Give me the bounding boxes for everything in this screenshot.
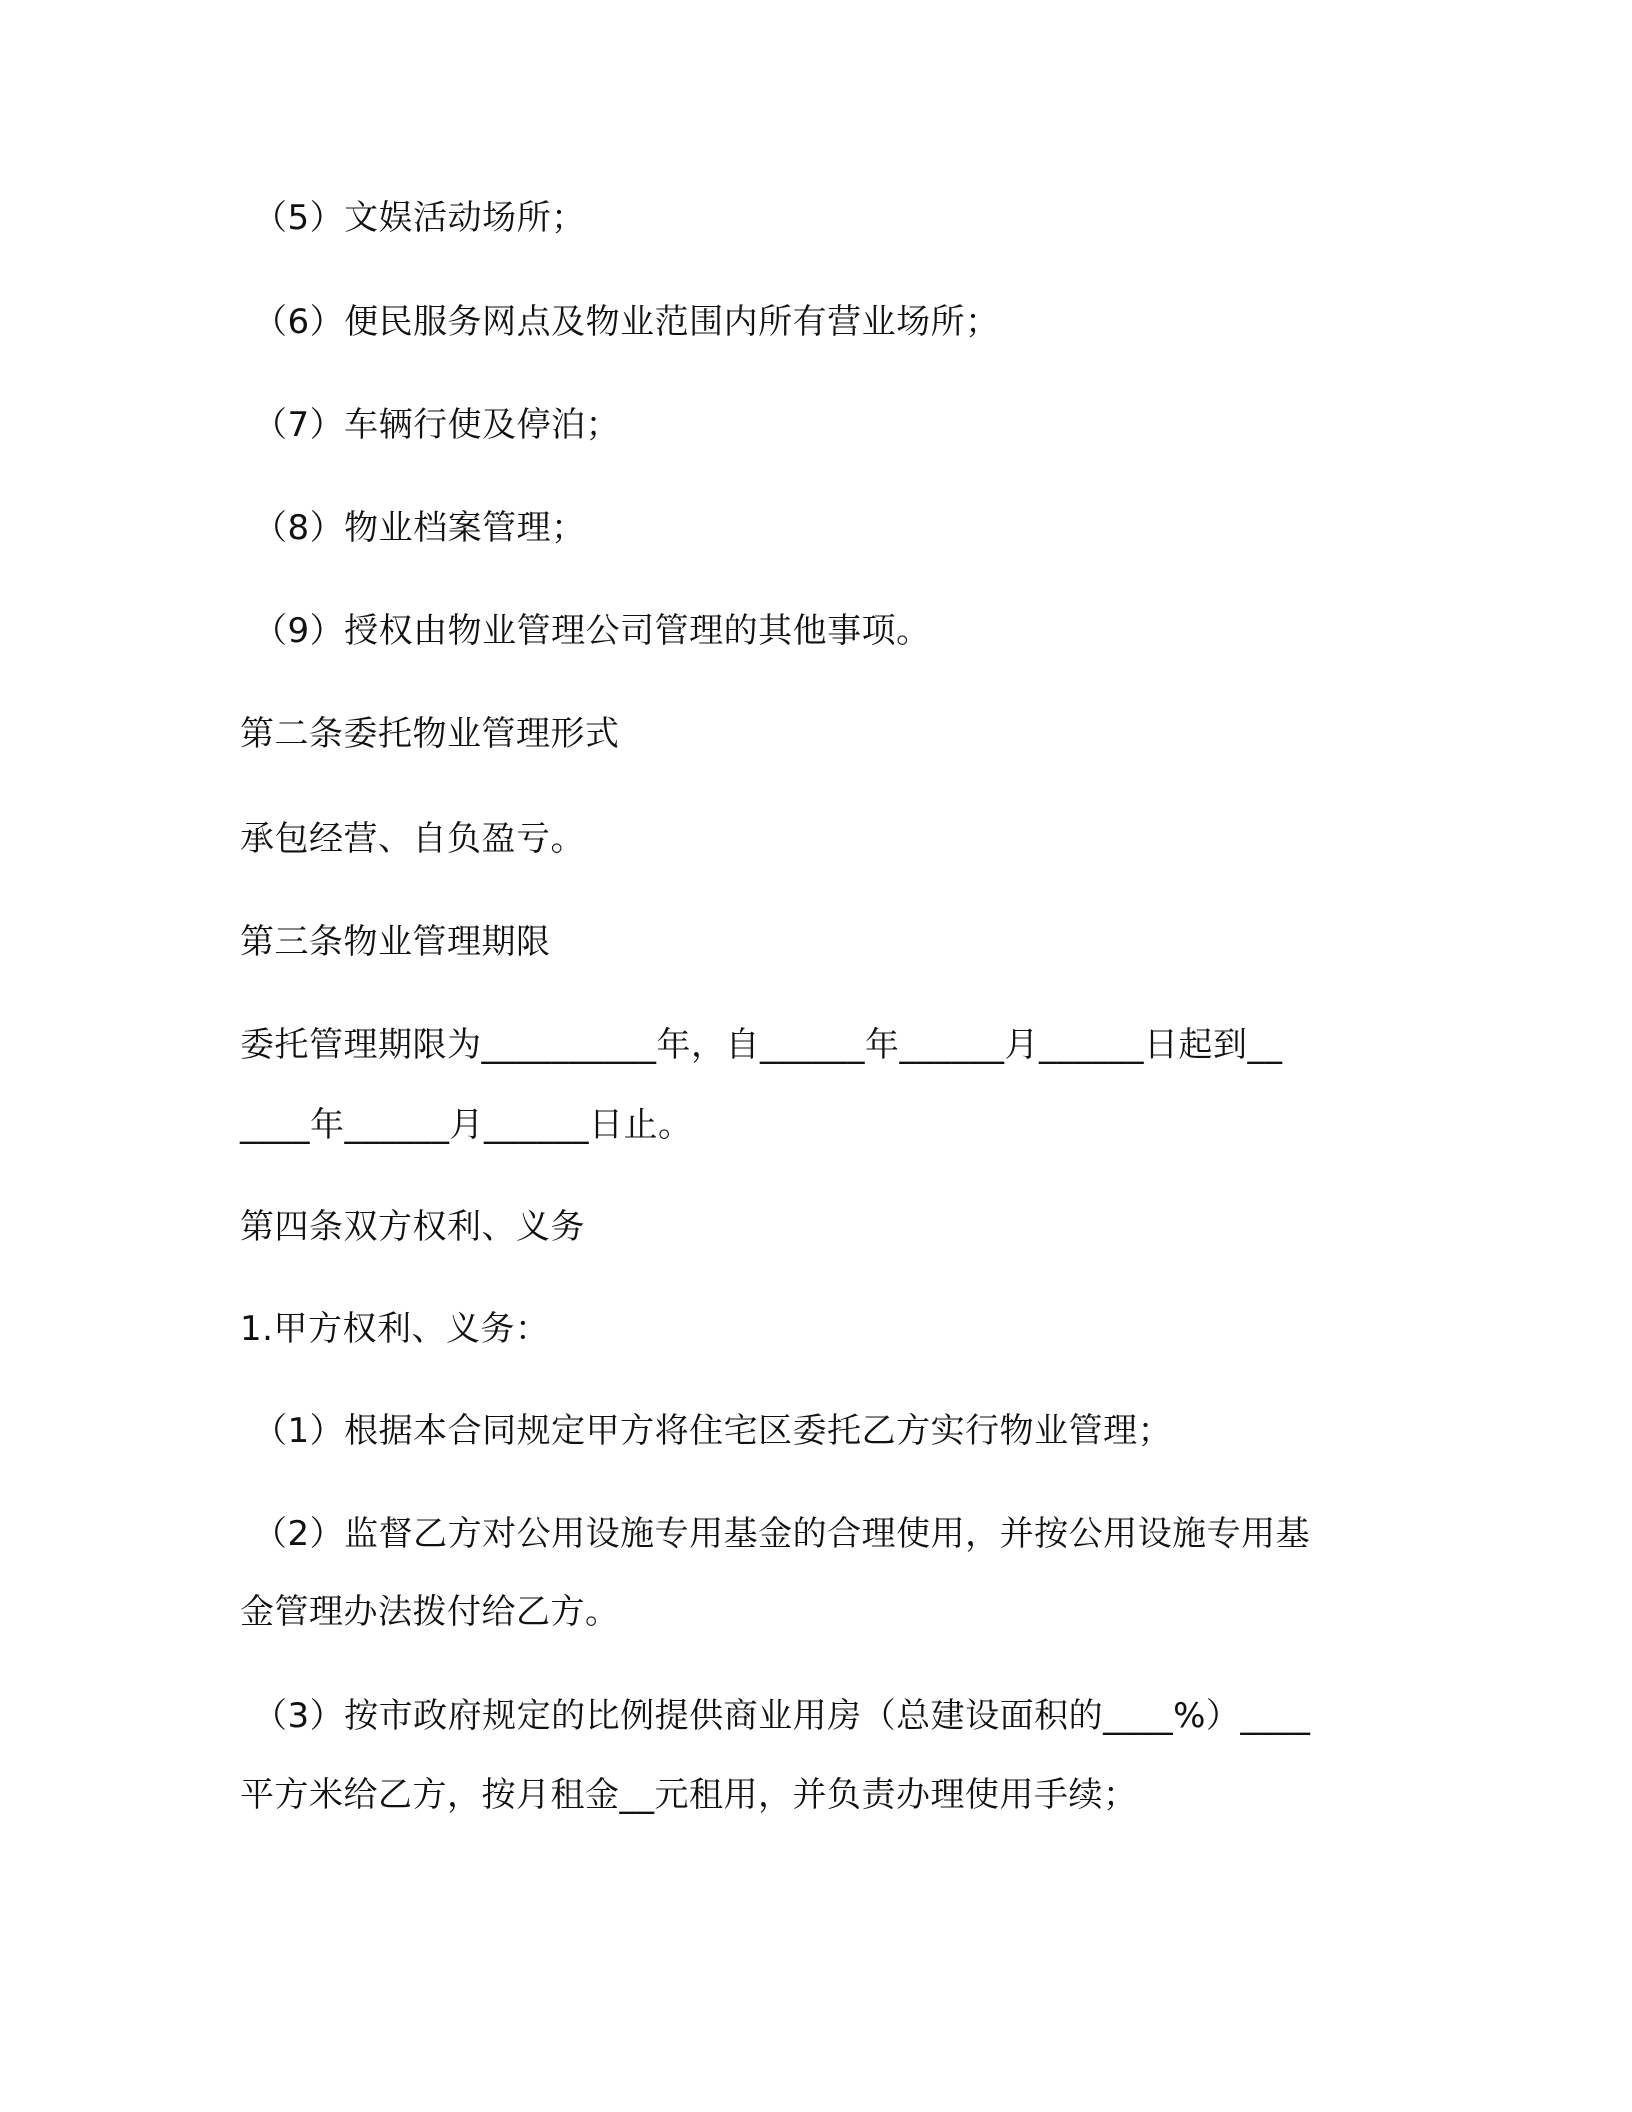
clause-item-7: （7）车辆行使及停泊； [253,405,621,445]
party-a-item-3-line-1: （3）按市政府规定的比例提供商业用房（总建设面积的____%）____ [253,1696,1311,1736]
party-a-item-3-line-2: 平方米给乙方，按月租金__元租用，并负责办理使用手续； [240,1775,1138,1815]
clause-item-9: （9）授权由物业管理公司管理的其他事项。 [253,611,931,651]
article-2-heading: 第二条委托物业管理形式 [240,714,620,754]
article-3-term-line-2: ____年______月______日止。 [240,1105,693,1145]
party-a-item-2-line-1: （2）监督乙方对公用设施专用基金的合理使用，并按公用设施专用基 [253,1514,1311,1554]
article-2-body: 承包经营、自负盈亏。 [240,819,585,859]
clause-item-5: （5）文娱活动场所； [253,198,586,238]
clause-item-8: （8）物业档案管理； [253,508,586,548]
party-a-item-1: （1）根据本合同规定甲方将住宅区委托乙方实行物业管理； [253,1411,1173,1451]
article-4-heading: 第四条双方权利、义务 [240,1207,585,1247]
clause-item-6: （6）便民服务网点及物业范围内所有营业场所； [253,302,1000,342]
party-a-heading: 1.甲方权利、义务： [240,1309,550,1349]
party-a-item-2-line-2: 金管理办法拨付给乙方。 [240,1592,620,1632]
article-3-term-line-1: 委托管理期限为__________年，自______年______月______日起到__ [240,1025,1283,1065]
article-3-heading: 第三条物业管理期限 [240,922,551,962]
